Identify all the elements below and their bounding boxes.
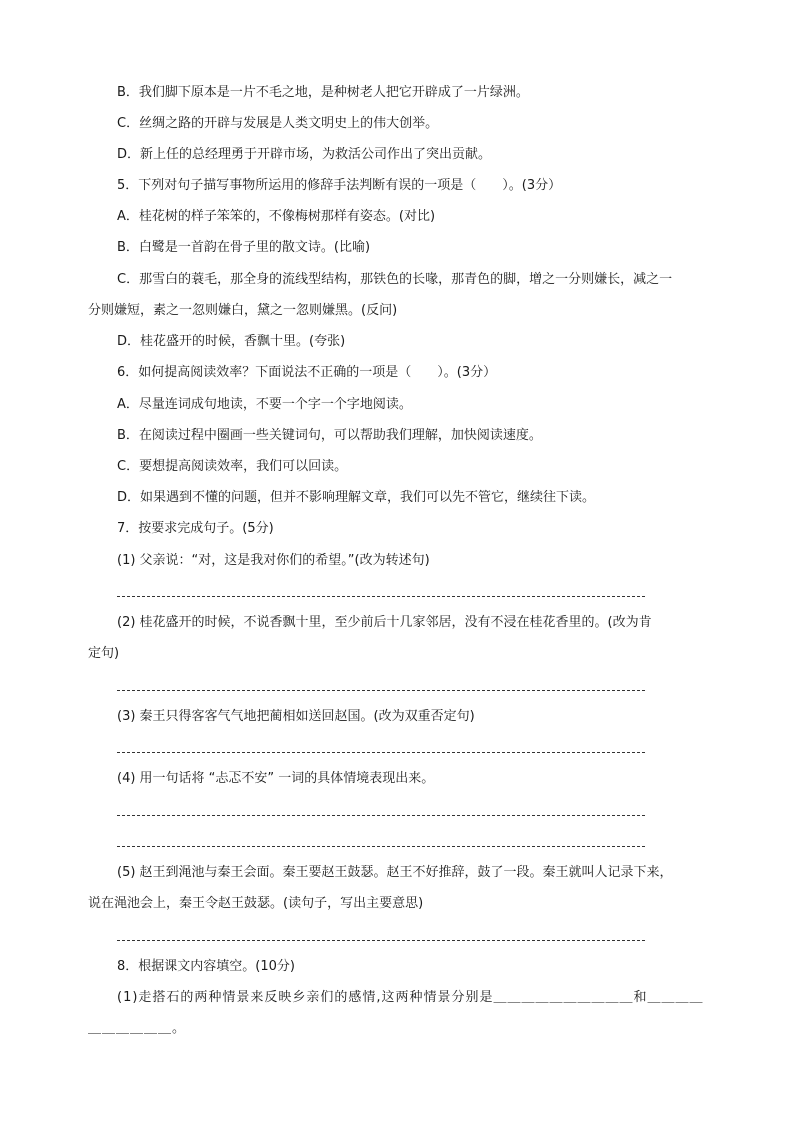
q5-option-c-part1: C．那雪白的蓑毛，那全身的流线型结构，那铁色的长喙，那青色的脚，增之一分则嫌长，减之一 [117,272,673,287]
answer-line[interactable] [117,752,645,753]
option-d-line: D．新上任的总经理勇于开辟市场，为救活公司作出了突出贡献。 [117,147,492,162]
q5-option-c-part2: 分则嫌短，素之一忽则嫌白，黛之一忽则嫌黑。(反问) [88,303,398,318]
q6-option-a: A．尽量连词成句地读，不要一个字一个字地阅读。 [117,397,412,412]
answer-line[interactable] [117,690,645,691]
q6-option-b: B．在阅读过程中圈画一些关键词句，可以帮助我们理解，加快阅读速度。 [117,428,542,443]
question-6-title: 6．如何提高阅读效率？下面说法不正确的一项是（ ）。(3分） [117,365,497,380]
option-c-line: C．丝绸之路的开辟与发展是人类文明史上的伟大创举。 [117,116,439,131]
q7-item-2-part2: 定句) [88,646,120,661]
q5-option-d: D．桂花盛开的时候，香飘十里。(夸张) [117,334,346,349]
q8-item-1-part1: (1)走搭石的两种情景来反映乡亲们的感情,这两种情景分别是＿＿＿＿＿＿＿＿＿＿和＿＿＿＿ [117,990,704,1005]
question-7-title: 7．按要求完成句子。(5分) [117,521,274,536]
q7-item-2-part1: (2) 桂花盛开的时候，不说香飘十里，至少前后十几家邻居，没有不浸在桂花香里的。(改为肯 [117,615,652,630]
answer-line[interactable] [117,846,645,847]
question-8-title: 8．根据课文内容填空。(10分) [117,959,295,974]
q6-option-c: C．要想提高阅读效率，我们可以回读。 [117,459,348,474]
answer-line[interactable] [117,940,645,941]
q5-option-a: A．桂花树的样子笨笨的，不像梅树那样有姿态。(对比) [117,209,436,224]
q7-item-5-part1: (5) 赵王到渑池与秦王会面。秦王要赵王鼓瑟。赵王不好推辞，鼓了一段。秦王就叫人记录下来， [117,865,673,880]
q7-item-1: (1) 父亲说：“对，这是我对你们的希望。”(改为转述句) [117,553,430,568]
option-b-line: B．我们脚下原本是一片不毛之地，是种树老人把它开辟成了一片绿洲。 [117,85,529,100]
q7-item-3: (3) 秦王只得客客气气地把蔺相如送回赵国。(改为双重否定句) [117,709,475,724]
question-5-title: 5．下列对句子描写事物所运用的修辞手法判断有误的一项是（ ）。(3分） [117,178,562,193]
answer-line[interactable] [117,596,645,597]
q7-item-5-part2: 说在渑池会上，秦王令赵王鼓瑟。(读句子，写出主要意思) [88,896,424,911]
q5-option-b: B．白鹭是一首韵在骨子里的散文诗。(比喻) [117,240,371,255]
q8-item-1-part2: ＿＿＿＿＿＿。 [88,1021,187,1036]
q7-item-4: (4) 用一句话将 “忐忑不安” 一词的具体情境表现出来。 [117,771,435,786]
q6-option-d: D．如果遇到不懂的问题，但并不影响理解文章，我们可以先不管它，继续往下读。 [117,490,596,505]
answer-line[interactable] [117,815,645,816]
